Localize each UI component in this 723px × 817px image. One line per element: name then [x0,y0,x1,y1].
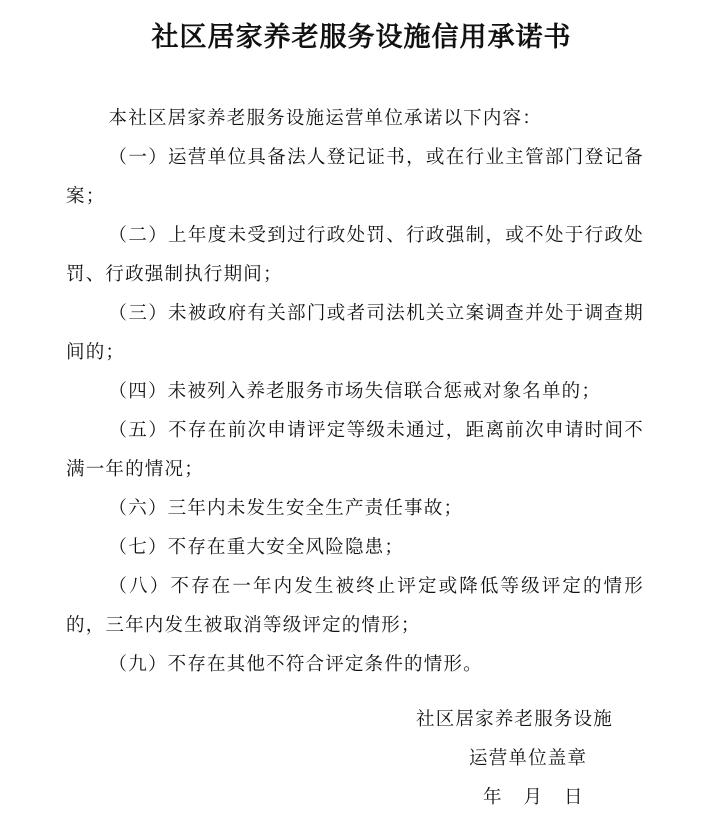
intro-paragraph: 本社区居家养老服务设施运营单位承诺以下内容： [108,108,542,129]
commitment-item-2: （二）上年度未受到过行政处罚、行政强制，或不处于行政处罚、行政强制执行期间； [66,225,644,285]
document-title: 社区居家养老服务设施信用承诺书 [151,22,572,53]
commitment-item-1: （一）运营单位具备法人登记证书，或在行业主管部门登记备案； [66,147,644,207]
commitment-body [66,99,644,684]
signature-facility-name: 社区居家养老服务设施 [416,709,614,730]
commitment-item-3: （三）未被政府有关部门或者司法机关立案调查并处于调查期间的； [66,303,644,363]
date-year-label: 年 [483,787,502,808]
signature-date [483,778,583,817]
date-month-label: 月 [523,787,543,808]
commitment-item-9: （九）不存在其他不符合评定条件的情形。 [108,654,483,675]
commitment-item-4: （四）未被列入养老服务市场失信联合惩戒对象名单的； [108,381,602,402]
signature-seal-label: 运营单位盖章 [469,748,588,769]
commitment-item-6: （六）三年内未发生安全生产责任事故； [108,498,464,519]
commitment-item-5: （五）不存在前次申请评定等级未通过，距离前次申请时间不满一年的情况； [66,420,644,480]
commitment-item-8: （八）不存在一年内发生被终止评定或降低等级评定的情形的，三年内发生被取消等级评定的情形； [66,576,644,636]
commitment-item-7: （七）不存在重大安全风险隐患； [108,537,405,558]
date-day-label: 日 [564,787,583,808]
